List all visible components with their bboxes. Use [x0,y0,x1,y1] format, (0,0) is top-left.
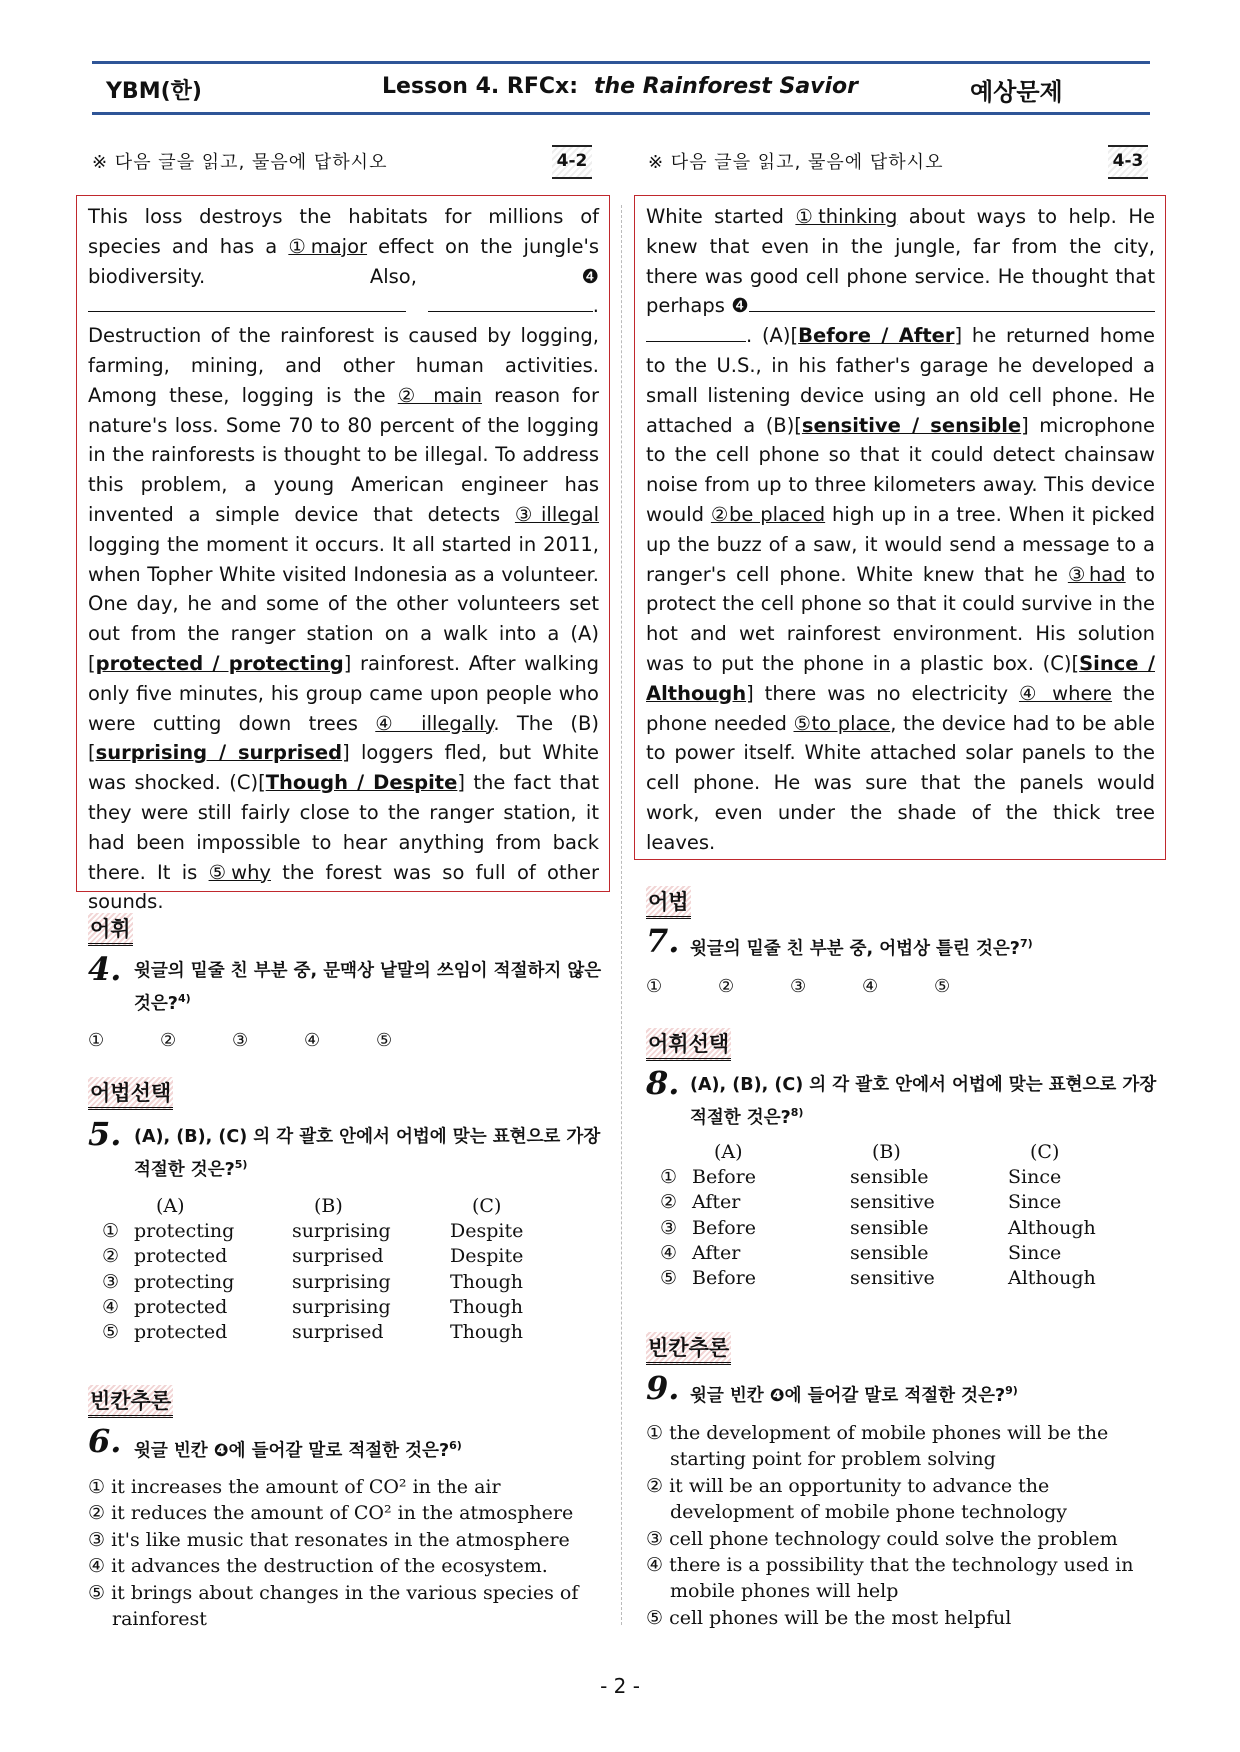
page-header [92,61,1150,115]
option-a: Before [692,1267,757,1290]
option-number: ① [102,1220,120,1243]
q6-tag: 빈칸추론 [88,1385,173,1418]
option-a: protecting [134,1220,235,1243]
q5-footnote: 5) [234,1158,248,1171]
q7-question-text: 윗글의 밑줄 친 부분 중, 어법상 틀린 것은? [690,938,1020,959]
left-passage [76,195,610,914]
q8-question-text: (A), (B), (C) 의 각 괄호 안에서 어법에 맞는 표현으로 가장 적절한 것은? [690,1075,1157,1128]
option-b: sensitive [850,1267,935,1290]
underlined-3: ③had [1067,562,1126,586]
q9-footnote: 9) [1005,1384,1018,1397]
q5-option-row[interactable] [102,1244,523,1269]
option-a: protecting [134,1270,235,1293]
option-b: surprising [292,1270,391,1293]
choice-bracket-c: Since / Although [646,651,1155,705]
q7-choice[interactable]: ④ [862,976,879,997]
left-instruction: ※ 다음 글을 읽고, 물음에 답하시오 [92,152,388,173]
q5-table-header [102,1194,523,1219]
q5-head-a: (A) [156,1195,185,1217]
q9-option[interactable]: ② it will be an opportunity to advance the development of mobile phone technology [646,1474,1068,1524]
q8-footnote: 8) [790,1106,804,1119]
answer-blank [749,291,1155,312]
option-a: protected [134,1245,228,1268]
q7-choices [646,976,1006,997]
q8-option-row[interactable] [660,1266,1096,1291]
q6-question [134,1432,604,1465]
option-number: ④ [102,1295,120,1318]
q6-number: 6. [88,1422,122,1460]
passage-text: the forest was so full of other sounds. [88,860,600,914]
q4-choice[interactable]: ② [160,1030,177,1051]
option-b: surprised [292,1321,384,1344]
underlined-3: ③illegal [514,502,599,526]
page-number: - 2 - [600,1674,640,1698]
q4-choices [88,1030,448,1051]
q6-question-text: 윗글 빈칸 ❹에 들어갈 말로 적절한 것은? [134,1440,450,1461]
option-c: Since [1008,1166,1062,1189]
passage-text: about ways to help. He knew that even in the jungle, far from the city, there was good cell phone service. He thought that perhaps ❹ [646,205,1155,318]
q8-head-c: (C) [1030,1141,1060,1163]
q8-head-b: (B) [872,1141,901,1163]
option-c: Though [450,1295,523,1318]
q5-option-row[interactable] [102,1295,523,1320]
answer-blank [428,291,593,312]
passage-text: the phone needed [646,681,1155,735]
option-b: sensible [850,1216,929,1239]
q7-choice[interactable]: ⑤ [934,976,951,997]
q9-option[interactable]: ④ there is a possibility that the technology used in mobile phones will help [646,1554,1134,1603]
q9-number: 9. [646,1369,680,1407]
underlined-5: ⑤to place [793,711,891,735]
q4-question-text: 윗글의 밑줄 친 부분 중, 문맥상 낱말의 쓰임이 적절하지 않은 것은? [134,961,602,1014]
q9-tag: 빈칸추론 [646,1332,731,1365]
answer-blank [88,291,406,312]
q5-option-row[interactable] [102,1320,523,1345]
option-a: protected [134,1295,228,1318]
option-number: ② [660,1191,678,1214]
q4-footnote: 4) [177,992,191,1005]
passage-text: ] the fact that they were still fairly close to the ranger station, it had been impossible to hear anything from back there. It is [88,771,599,884]
passage-text: . Destruction of the rainforest is caused by logging, farming, mining, and other human activities. Among these, logging is the [88,294,599,407]
q4-choice[interactable]: ① [88,1030,105,1051]
choice-bracket-c: Though / Despite [265,771,458,795]
left-section-stamp: 4-2 [552,145,592,179]
q8-head-a: (A) [714,1141,743,1163]
q6-option[interactable]: ② it reduces the amount of CO² in the atmosphere [88,1502,574,1525]
q8-number: 8. [646,1064,680,1102]
q7-question [690,930,1160,963]
passage-text: ] there was no electricity [746,681,1019,705]
q5-head-b: (B) [314,1195,343,1217]
q7-choice[interactable]: ① [646,976,663,997]
passage-text: ] he returned home to the U.S., in his father's garage he developed a small listening device using an old cell phone. He attached a (B)[ [646,324,1156,437]
option-b: sensitive [850,1191,935,1214]
underlined-5: ⑤why [208,860,271,884]
q8-table-header [660,1140,1096,1165]
publisher: YBM(한) [106,79,202,104]
option-number: ① [660,1166,678,1189]
q5-answer-table [102,1194,523,1345]
q8-question [690,1072,1160,1132]
q5-option-row[interactable] [102,1270,523,1295]
passage-text: . (A)[ [746,324,799,348]
option-a: Before [692,1166,757,1189]
q9-options [646,1420,1160,1631]
passage-text: reason for nature's loss. Some 70 to 80 percent of the logging in the rainforests is thought to be illegal. To address this problem, a young American engineer has invented a simple device that detects [88,383,599,526]
q4-choice[interactable]: ③ [232,1030,249,1051]
q9-option[interactable]: ① the development of mobile phones will be the starting point for problem solving [646,1422,1109,1471]
right-passage [634,195,1166,860]
q6-option[interactable]: ① it increases the amount of CO² in the air [88,1476,501,1498]
q4-number: 4. [88,950,122,988]
option-number: ⑤ [660,1267,678,1290]
q6-option[interactable]: ⑤ it brings about changes in the various species of rainforest [88,1581,579,1631]
q8-tag: 어휘선택 [646,1028,731,1061]
option-c: Despite [450,1220,524,1243]
answer-blank [646,321,746,342]
q5-number: 5. [88,1115,122,1153]
q7-choice[interactable]: ② [718,976,735,997]
option-c: Since [1008,1191,1062,1214]
passage-text: high up in a tree. When it picked up the buzz of a saw, it would send a message to a ranger's cell phone. White knew that he [646,502,1155,586]
underlined-1: ①thinking [795,205,898,228]
underlined-2: ② main [397,383,482,407]
q5-tag: 어법선택 [88,1077,173,1110]
q5-option-row[interactable] [102,1219,523,1244]
choice-bracket-b: surprising / surprised [95,741,343,765]
option-number: ③ [660,1216,678,1239]
passage-text: This loss destroys the habitats for millions of species and has a [88,205,599,258]
underlined-4: ④ where [1018,681,1113,705]
option-b: surprising [292,1295,391,1318]
q9-question-text: 윗글 빈칸 ❹에 들어갈 말로 적절한 것은? [690,1385,1006,1406]
option-number: ④ [660,1241,678,1264]
option-c: Since [1008,1241,1062,1264]
option-a: After [692,1241,741,1264]
underlined-1: ①major [288,234,368,258]
underlined-4: ④ illegally [375,711,494,735]
option-number: ② [102,1245,120,1268]
q8-answer-table [660,1140,1096,1291]
option-a: After [692,1191,741,1214]
option-b: sensible [850,1166,929,1189]
option-c: Despite [450,1245,524,1268]
q8-option-row[interactable] [660,1165,1096,1190]
option-number: ③ [102,1270,120,1293]
lesson-label: Lesson 4. RFCx: [382,74,578,99]
option-c: Although [1008,1216,1096,1239]
q7-tag: 어법 [646,886,691,919]
passage-text: effect on the jungle's biodiversity. Also, ❹ [88,234,599,288]
passage-text: , the device had to be able to power itself. White attached solar panels to the cell phone. He was sure that the panels would work, even under the shade of the thick tree leaves. [646,711,1155,854]
q4-choice[interactable]: ④ [304,1030,321,1051]
q6-options [88,1474,604,1632]
exam-label: 예상문제 [970,78,1063,106]
q9-option[interactable]: ③ cell phone technology could solve the problem [646,1527,1118,1550]
choice-bracket-a: Before / After [798,324,955,348]
choice-bracket-b: sensitive / sensible [801,413,1022,437]
q8-option-row[interactable] [660,1216,1096,1241]
passage-text: . The (B)[ [88,711,599,765]
option-a: Before [692,1216,757,1239]
q6-footnote: 6) [449,1439,462,1452]
q8-option-row[interactable] [660,1190,1096,1215]
q7-footnote: 7) [1019,937,1033,950]
option-c: Although [1008,1267,1096,1290]
q8-option-row[interactable] [660,1241,1096,1266]
passage-text: to protect the cell phone so that it could survive in the hot and wet rainforest environment. His solution was to put the phone in a plastic box. (C)[ [646,562,1156,675]
choice-bracket-a: protected / protecting [95,651,344,675]
option-a: protected [134,1321,228,1344]
right-instruction: ※ 다음 글을 읽고, 물음에 답하시오 [648,152,944,173]
option-b: surprised [292,1245,384,1268]
q9-question [690,1377,1160,1410]
lesson-subtitle: the Rainforest Savior [594,74,859,99]
q7-choice[interactable]: ③ [790,976,807,997]
q5-question [134,1124,604,1184]
q5-question-text: (A), (B), (C) 의 각 괄호 안에서 어법에 맞는 표현으로 가장 적절한 것은? [134,1127,601,1180]
q7-number: 7. [646,922,680,960]
option-b: surprising [292,1220,391,1243]
passage-text: ] rainforest. After walking only five minutes, his group came upon people who were cutting down trees [88,651,599,735]
lesson-title [382,74,858,99]
passage-text: White started [646,205,796,228]
q6-option[interactable]: ③ it's like music that resonates in the atmosphere [88,1528,570,1551]
underlined-2: ②be placed [710,502,826,526]
q4-question [134,958,604,1018]
passage-text: logging the moment it occurs. It all started in 2011, when Topher White visited Indonesia as a volunteer. One day, he and some of the other volunteers set out from the ranger station on a walk into a (A)[ [88,532,599,675]
passage-text: ] microphone to the cell phone so that it could detect chainsaw noise from up to three kilometers away. This device would [646,413,1155,526]
option-c: Though [450,1321,523,1344]
option-c: Though [450,1270,523,1293]
q9-option[interactable]: ⑤ cell phones will be the most helpful [646,1606,1012,1629]
option-b: sensible [850,1241,929,1264]
q6-option[interactable]: ④ it advances the destruction of the ecosystem. [88,1555,548,1578]
column-divider [621,205,622,1625]
right-section-stamp: 4-3 [1108,145,1148,179]
q4-choice[interactable]: ⑤ [376,1030,393,1051]
q5-head-c: (C) [472,1195,502,1217]
q4-tag: 어휘 [88,913,133,946]
option-number: ⑤ [102,1321,120,1344]
passage-text: ] loggers fled, but White was shocked. (C)[ [88,741,599,795]
